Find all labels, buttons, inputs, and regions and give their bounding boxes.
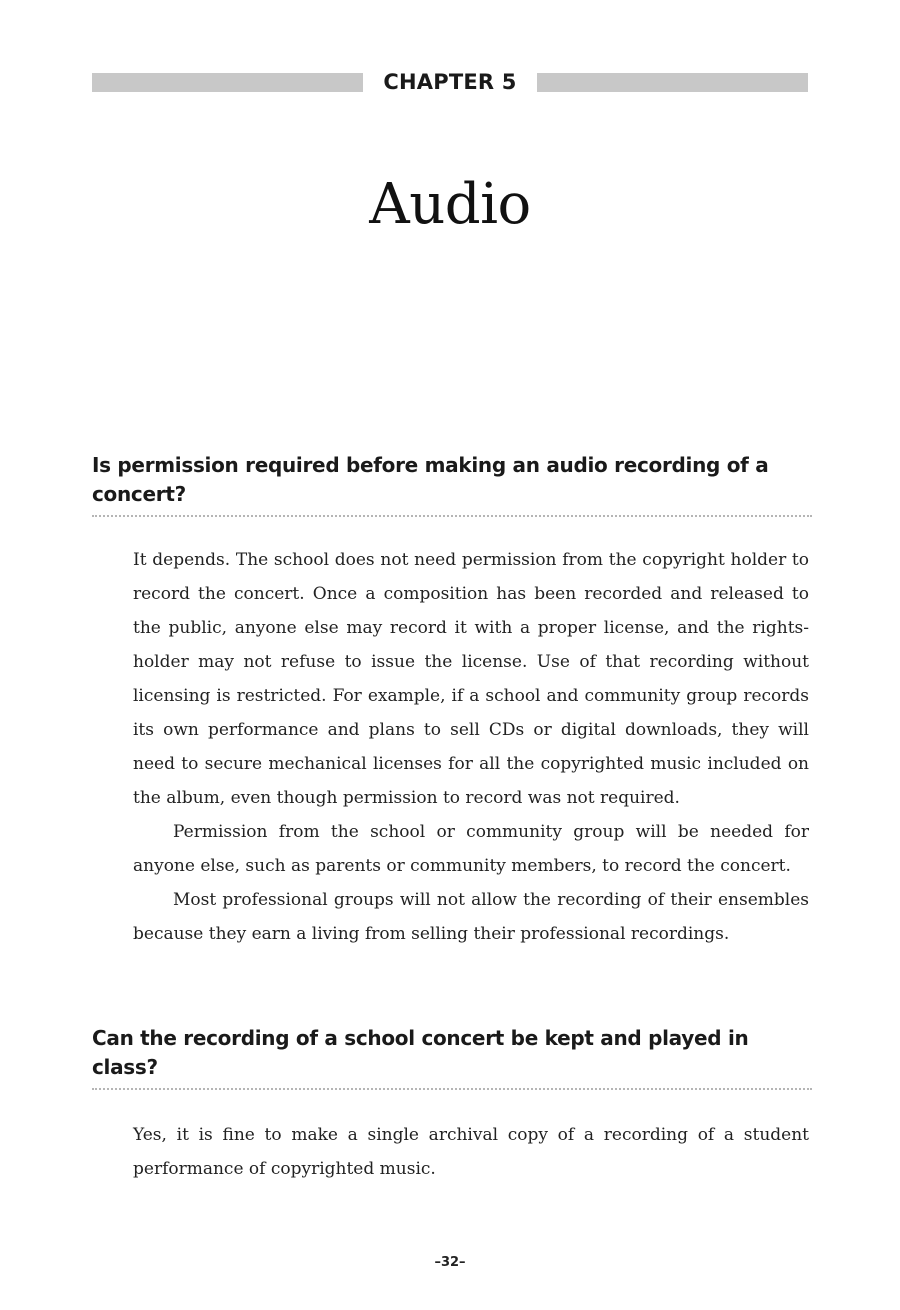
paragraph: It depends. The school does not need permission from the copyright holder to record the concert. Once a composition has been recorded and released to the public, anyone else may record it with a proper license, and the rights-holder may not refuse to issue the license. Use of that recording without licensing is restricted. For example, if a school and community group records its own performance and plans to sell CDs or digital downloads, they will need to secure mechanical licenses for all the copyrighted music included on the album, even though permission to record was not required. [133, 550, 809, 808]
section-body [133, 1118, 809, 1186]
page-number: –32– [434, 1255, 466, 1270]
paragraph: Most professional groups will not allow the recording of their ensembles because they earn a living from selling their professional recordings. [133, 890, 809, 944]
section-heading: Can the recording of a school concert be kept and played in class? [92, 1024, 812, 1090]
chapter-bar-right [537, 73, 808, 92]
section-heading: Is permission required before making an audio recording of a concert? [92, 451, 812, 517]
chapter-header [92, 70, 808, 94]
chapter-label: CHAPTER 5 [383, 70, 517, 94]
chapter-bar-left [92, 73, 363, 92]
chapter-title: Audio [369, 172, 531, 237]
paragraph: Permission from the school or community group will be needed for anyone else, such as parents or community members, to record the concert. [133, 822, 809, 876]
section-body [133, 543, 809, 951]
paragraph: Yes, it is fine to make a single archival copy of a recording of a student performance of copyrighted music. [133, 1125, 809, 1179]
